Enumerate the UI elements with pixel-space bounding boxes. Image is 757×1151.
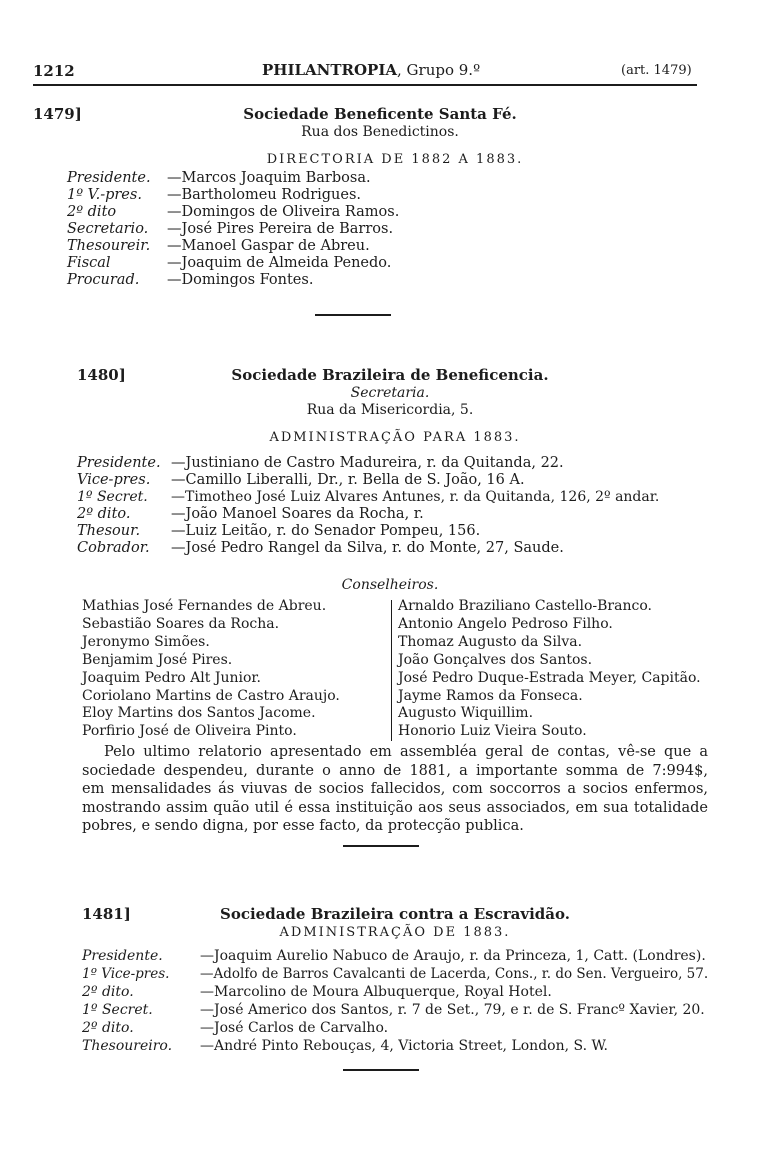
council-member: Honorio Luiz Vieira Souto. <box>398 723 587 740</box>
member-role: 1º Secret. <box>77 489 148 505</box>
member-role: Fiscal <box>67 255 111 271</box>
member-name: —André Pinto Rebouças, 4, Victoria Street, London, S. W. <box>200 1038 608 1054</box>
council-member: Antonio Angelo Pedroso Filho. <box>398 615 613 632</box>
section-admin-heading: ADMINISTRAÇÃO PARA 1883. <box>269 430 521 445</box>
member-role: Cobrador. <box>77 540 150 556</box>
council-member: Sebastião Soares da Rocha. <box>82 615 280 632</box>
member-row <box>82 1002 705 1018</box>
page-number: 1212 <box>33 62 75 80</box>
member-name: —Joaquim Aurelio Nabuco de Araujo, r. da Princeza, 1, Catt. (Londres). <box>200 948 706 964</box>
council-member: José Pedro Duque-Estrada Meyer, Capitão. <box>398 669 701 686</box>
member-role: 1º Vice-pres. <box>82 966 170 982</box>
section-admin-heading: ADMINISTRAÇÃO DE 1883. <box>279 925 511 940</box>
member-name: —Marcolino de Moura Albuquerque, Royal Hotel. <box>200 984 552 1000</box>
council-member: Jayme Ramos da Fonseca. <box>398 687 583 704</box>
member-row <box>82 948 706 964</box>
member-name: —João Manoel Soares da Rocha, r. <box>171 506 424 522</box>
member-role: Secretario. <box>67 221 149 237</box>
group-label: Grupo 9.º <box>406 61 481 79</box>
member-role: Thesoureiro. <box>82 1038 173 1054</box>
member-role: Presidente. <box>67 170 151 186</box>
member-name: —Manoel Gaspar de Abreu. <box>167 238 370 254</box>
member-row <box>67 272 313 288</box>
member-row <box>67 221 393 237</box>
member-name: —José Pires Pereira de Barros. <box>167 221 394 237</box>
section-office: Secretaria. <box>350 385 430 401</box>
member-row <box>77 506 424 522</box>
member-row <box>82 1038 608 1054</box>
report-line: pobres, e sendo digna, por esse facto, da protecção publica. <box>82 818 524 835</box>
section-address: Rua da Misericordia, 5. <box>306 402 474 418</box>
member-row <box>67 170 371 186</box>
member-row <box>82 984 552 1000</box>
member-role: 2º dito <box>67 204 117 220</box>
member-row <box>77 472 525 488</box>
member-name: —José Americo dos Santos, r. 7 de Set., 79, e r. de S. Francº Xavier, 20. <box>200 1002 705 1018</box>
report-line: mostrando assim quão util é essa instituição aos seus associados, em sua totalidade <box>82 799 708 816</box>
article-ref: (art. 1479) <box>621 63 692 78</box>
council-member: Mathias José Fernandes de Abreu. <box>82 598 327 614</box>
member-role: 1º Secret. <box>82 1002 153 1018</box>
member-row <box>67 187 361 203</box>
member-name: —Timotheo José Luiz Alvares Antunes, r. da Quitanda, 126, 2º andar. <box>171 489 660 505</box>
member-row <box>77 523 480 539</box>
member-name: —Luiz Leitão, r. do Senador Pompeu, 156. <box>171 523 481 539</box>
section-title: Sociedade Brazileira contra a Escravidão. <box>220 905 570 923</box>
column-divider <box>391 600 392 741</box>
council-member: Arnaldo Braziliano Castello-Branco. <box>398 598 652 614</box>
council-right-column <box>398 598 701 741</box>
member-name: —Adolfo de Barros Cavalcanti de Lacerda, Cons., r. do Sen. Vergueiro, 57. <box>200 966 709 982</box>
section-title: Sociedade Beneficente Santa Fé. <box>243 105 517 123</box>
section-number: 1479] <box>33 105 82 123</box>
member-role: 1º V.-pres. <box>67 187 142 203</box>
council-left-column <box>82 598 340 741</box>
member-role: Presidente. <box>77 455 161 471</box>
report-line: sociedade despendeu, durante o anno de 1881, a importante somma de 7:994$, <box>82 762 708 779</box>
running-title-text: PHILANTROPIA <box>262 61 397 79</box>
section-divider <box>343 1069 419 1071</box>
member-role: Presidente. <box>82 948 163 964</box>
member-name: —José Carlos de Carvalho. <box>200 1020 389 1036</box>
council-member: Eloy Martins dos Santos Jacome. <box>82 705 316 722</box>
member-name: —Joaquim de Almeida Penedo. <box>167 255 392 271</box>
section-address: Rua dos Benedictinos. <box>301 124 459 140</box>
member-row <box>77 455 564 471</box>
section-number: 1480] <box>77 366 126 384</box>
council-member: Benjamim José Pires. <box>82 651 233 668</box>
member-row <box>77 489 659 505</box>
member-role: 2º dito. <box>82 1020 134 1036</box>
member-name: —Bartholomeu Rodrigues. <box>167 187 362 203</box>
council-member: Coriolano Martins de Castro Araujo. <box>82 687 340 704</box>
report-line: em mensalidades ás viuvas de socios fallecidos, com soccorros a socios enfermos, <box>82 781 708 798</box>
member-role: Thesour. <box>77 523 141 539</box>
section-title: Sociedade Brazileira de Beneficencia. <box>231 366 549 384</box>
report-paragraph <box>82 743 708 836</box>
council-heading: Conselheiros. <box>341 577 439 593</box>
member-row <box>67 204 399 220</box>
section-number: 1481] <box>82 905 131 923</box>
running-title: PHILANTROPIA, Grupo 9.º <box>262 61 481 79</box>
member-row <box>82 1020 388 1036</box>
member-row <box>67 238 370 254</box>
member-name: —Camillo Liberalli, Dr., r. Bella de S. João, 16 A. <box>171 472 525 488</box>
member-row <box>77 540 564 556</box>
member-row <box>67 255 391 271</box>
council-member: João Gonçalves dos Santos. <box>398 651 593 668</box>
member-name: —Justiniano de Castro Madureira, r. da Quitanda, 22. <box>171 455 564 471</box>
member-row <box>82 966 708 982</box>
section-admin-heading: DIRECTORIA DE 1882 A 1883. <box>266 152 524 167</box>
member-role: 2º dito. <box>82 984 134 1000</box>
section-divider <box>315 314 391 316</box>
council-member: Thomaz Augusto da Silva. <box>398 633 583 650</box>
member-name: —Domingos Fontes. <box>167 272 314 288</box>
member-name: —Domingos de Oliveira Ramos. <box>167 204 400 220</box>
header-rule <box>33 84 697 86</box>
member-role: Vice-pres. <box>77 472 151 488</box>
section-divider <box>343 845 419 847</box>
member-name: —Marcos Joaquim Barbosa. <box>167 170 371 186</box>
council-member: Jeronymo Simões. <box>82 633 210 650</box>
member-role: 2º dito. <box>77 506 131 522</box>
council-member: Joaquim Pedro Alt Junior. <box>82 669 261 686</box>
member-role: Procurad. <box>67 272 140 288</box>
council-member: Augusto Wiquillim. <box>398 705 534 722</box>
member-name: —José Pedro Rangel da Silva, r. do Monte, 27, Saude. <box>171 540 564 556</box>
council-member: Porfirio José de Oliveira Pinto. <box>82 723 297 740</box>
member-role: Thesoureir. <box>67 238 151 254</box>
report-line: Pelo ultimo relatorio apresentado em assembléa geral de contas, vê-se que a <box>104 744 708 760</box>
